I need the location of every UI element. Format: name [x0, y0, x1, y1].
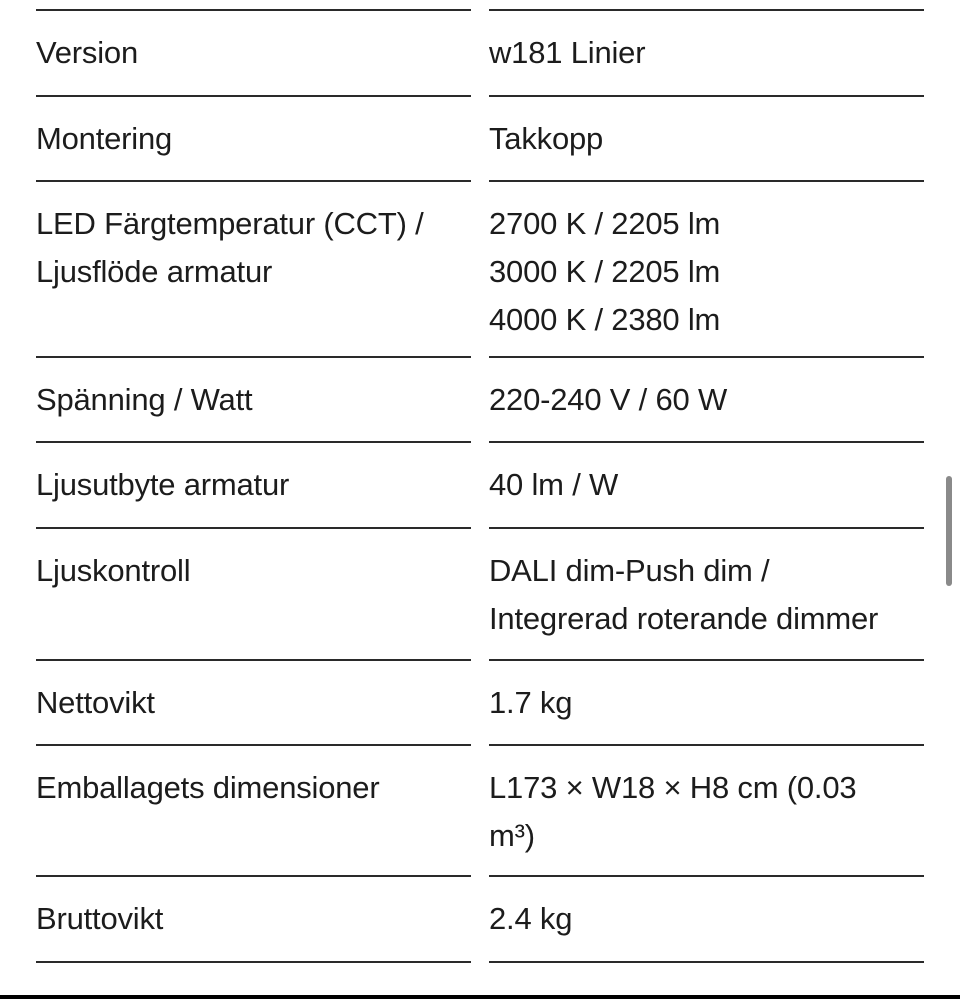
- spec-value-line: Integrerad roterande dimmer: [489, 601, 879, 636]
- spec-label: [36, 376, 252, 424]
- spec-row: [0, 876, 960, 962]
- spec-value: [489, 679, 572, 727]
- spec-label: [36, 29, 138, 77]
- bottom-edge: [0, 995, 960, 999]
- spec-label: [36, 679, 155, 727]
- spec-label: [36, 764, 379, 812]
- spec-row: [0, 745, 960, 876]
- spec-label-line: Version: [36, 35, 138, 70]
- spec-label-line: Spänning / Watt: [36, 382, 253, 417]
- spec-value-line: 40 lm / W: [489, 467, 619, 502]
- spec-label: [36, 547, 190, 595]
- spec-label: [36, 895, 163, 943]
- spec-value-line: 2700 K / 2205 lm: [489, 206, 721, 241]
- spec-label: [36, 461, 289, 509]
- spec-row: [0, 181, 960, 357]
- spec-row: [0, 528, 960, 660]
- spec-label-line: Ljusutbyte armatur: [36, 467, 290, 502]
- spec-row: [0, 660, 960, 745]
- spec-value: [489, 547, 878, 643]
- spec-value: [489, 29, 645, 77]
- spec-value-line: m³): [489, 818, 535, 853]
- spec-label-line: LED Färgtemperatur (CCT) /: [36, 206, 424, 241]
- spec-row: [0, 96, 960, 181]
- spec-value-line: 2.4 kg: [489, 901, 573, 936]
- spec-value-line: 3000 K / 2205 lm: [489, 254, 721, 289]
- row-divider: [489, 961, 924, 963]
- spec-row: [0, 357, 960, 442]
- spec-value: [489, 461, 618, 509]
- spec-value-line: 220-240 V / 60 W: [489, 382, 728, 417]
- spec-row: [0, 442, 960, 528]
- spec-value: [489, 200, 720, 344]
- spec-label: [36, 115, 172, 163]
- spec-value-line: L173 × W18 × H8 cm (0.03: [489, 770, 857, 805]
- spec-value: [489, 895, 572, 943]
- spec-value-line: 4000 K / 2380 lm: [489, 302, 721, 337]
- spec-row: [0, 10, 960, 96]
- spec-value-line: 1.7 kg: [489, 685, 573, 720]
- spec-value-line: Takkopp: [489, 121, 604, 156]
- spec-value-line: DALI dim-Push dim /: [489, 553, 770, 588]
- spec-value: [489, 115, 603, 163]
- spec-label-line: Ljuskontroll: [36, 553, 191, 588]
- spec-label-line: Nettovikt: [36, 685, 155, 720]
- spec-label: [36, 200, 424, 296]
- spec-label-line: Emballagets dimensioner: [36, 770, 380, 805]
- spec-value: [489, 764, 856, 860]
- scrollbar-thumb[interactable]: [946, 476, 952, 586]
- spec-value-line: w181 Linier: [489, 35, 646, 70]
- spec-value: [489, 376, 727, 424]
- spec-label-line: Ljusflöde armatur: [36, 254, 273, 289]
- spec-label-line: Bruttovikt: [36, 901, 164, 936]
- spec-label-line: Montering: [36, 121, 173, 156]
- row-divider: [36, 961, 471, 963]
